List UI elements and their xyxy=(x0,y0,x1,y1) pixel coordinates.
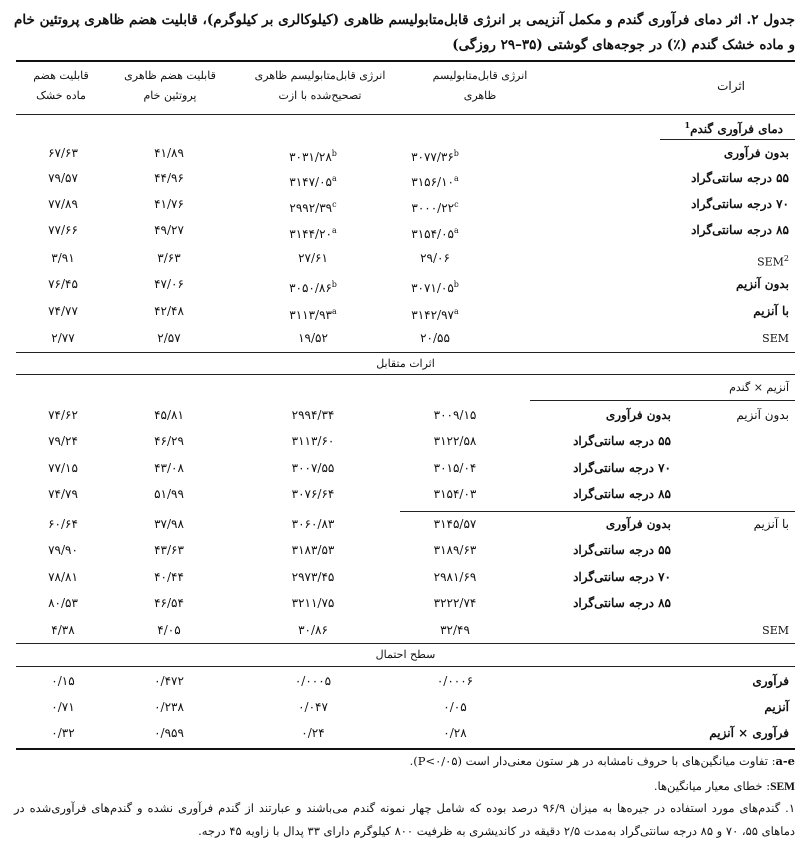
row-label: بدون فرآوری xyxy=(723,146,789,160)
cell-amen-value: ۳۰۷۶/۶۴ xyxy=(291,487,335,501)
cell-amen-superscript: a xyxy=(331,226,337,235)
row-label: ۸۵ درجه سانتی‌گراد xyxy=(691,223,789,237)
cell-cp xyxy=(114,487,224,502)
cell-ame-superscript: c xyxy=(454,200,459,209)
cell-ame xyxy=(400,461,510,476)
cell-amen xyxy=(258,146,368,165)
enzyme-x-wheat-label: آنزیم × گندم xyxy=(729,381,789,394)
header-cp xyxy=(110,66,230,106)
row-label: بدون فرآوری xyxy=(605,517,671,531)
cell-ame-value: ۳۱۵۴/۰۳ xyxy=(433,487,477,501)
cell-amen xyxy=(258,223,368,242)
cell-dm xyxy=(8,223,118,238)
interaction-section-label: اثرات متقابل xyxy=(376,357,435,370)
cell-ame xyxy=(380,197,490,216)
sem-enzyme-cp: ۲/۵۷ xyxy=(157,331,181,345)
cell-dm-value: ۷۷/۱۵ xyxy=(48,461,78,475)
cell-dm-value: ۷۴/۶۲ xyxy=(48,408,78,422)
header-dm xyxy=(16,66,106,106)
cell-dm xyxy=(8,487,118,502)
cell-amen-value: ۲۹۷۳/۴۵ xyxy=(291,570,335,584)
sem-enzyme-label: SEM xyxy=(762,332,789,345)
cell-cp xyxy=(114,408,224,423)
cell-amen xyxy=(258,408,368,423)
header-ame-line1: انرژی قابل‌متابولیسم xyxy=(432,69,528,82)
cell-dm-value: ۷۴/۷۹ xyxy=(48,487,78,501)
cell-dm-value: ۷۹/۲۴ xyxy=(48,434,78,448)
cell-amen xyxy=(258,517,368,532)
cell-cp-value: ۴۹/۲۷ xyxy=(154,223,184,237)
cell-cp xyxy=(114,543,224,558)
cell-dm xyxy=(8,461,118,476)
cell-cp-value: ۵۱/۹۹ xyxy=(154,487,184,501)
interaction-top-rule xyxy=(16,352,795,353)
sem-interaction-dm: ۴/۳۸ xyxy=(51,623,75,637)
cell-amen-value: ۳۲۱۱/۷۵ xyxy=(291,596,335,610)
cell-ame xyxy=(380,146,490,165)
row-label: ۵۵ درجه سانتی‌گراد xyxy=(573,434,671,448)
sem-interaction-ame: ۳۲/۴۹ xyxy=(440,623,470,637)
footnote-wheat-processing: ۱. گندم‌های مورد استفاده در جیره‌ها به میزان ۹۶/۹ درصد بوده که شامل چهار نمونه گندم می‌باشند و عبارتند از گندم فرآوری نشده و گندم‌های فرآوری‌شده در دماهای ۵۵، ۷۰ و ۸۵ درجه سانتی‌گراد به‌مدت ۲/۵ دقیقه در کاندیشری به ظرفیت ۸۰۰ کیلوگرم دارای ۳۳ پدال با زاویه ۴۵ درجه. xyxy=(14,801,795,838)
enzyme-x-wheat-rule xyxy=(530,400,795,401)
cell-cp xyxy=(114,434,224,449)
row-label: ۷۰ درجه سانتی‌گراد xyxy=(573,461,671,475)
cell-ame-value: ۳۲۲۲/۷۴ xyxy=(433,596,477,610)
cell-amen xyxy=(258,197,368,216)
cell-cp xyxy=(114,146,224,161)
cell-cp xyxy=(114,277,224,292)
cell-amen xyxy=(258,700,368,715)
row-label: ۸۵ درجه سانتی‌گراد xyxy=(573,487,671,501)
cell-ame xyxy=(400,434,510,449)
cell-amen-superscript: b xyxy=(331,280,337,289)
cell-ame-value: ۳۰۷۱/۰۵ xyxy=(411,281,454,295)
cell-amen-value: ۳۱۴۴/۲۰ xyxy=(289,227,332,241)
header-amen-line1: انرژی قابل‌متابولیسم ظاهری xyxy=(254,69,386,82)
cell-amen xyxy=(258,487,368,502)
probability-top-rule xyxy=(16,643,795,644)
cell-ame-value: ۰/۲۸ xyxy=(443,726,467,740)
cell-cp-value: ۴۳/۰۸ xyxy=(154,461,184,475)
cell-ame xyxy=(380,223,490,242)
cell-amen-value: ۰/۲۴ xyxy=(301,726,325,740)
cell-amen xyxy=(258,726,368,741)
cell-ame-superscript: b xyxy=(453,280,459,289)
cell-cp xyxy=(114,223,224,238)
cell-amen-value: ۲۹۹۲/۳۹ xyxy=(289,201,333,215)
header-bottom-rule xyxy=(16,114,795,115)
cell-dm xyxy=(8,674,118,689)
cell-cp-value: ۴۳/۶۳ xyxy=(154,543,184,557)
cell-amen-value: ۳۰۰۷/۵۵ xyxy=(291,461,335,475)
cell-cp-value: ۴۱/۷۶ xyxy=(154,197,184,211)
row-label: بدون فرآوری xyxy=(605,408,671,422)
cell-ame-value: ۰/۰۵ xyxy=(443,700,467,714)
cell-ame-value: ۳۱۴۵/۵۷ xyxy=(433,517,477,531)
cell-cp-value: ۴۰/۴۴ xyxy=(154,570,184,584)
cell-cp-value: ۳۷/۹۸ xyxy=(154,517,184,531)
cell-cp-value: ۴۲/۴۸ xyxy=(154,304,184,318)
cell-ame-value: ۰/۰۰۰۶ xyxy=(436,674,474,688)
cell-amen-value: ۰/۰۴۷ xyxy=(298,700,328,714)
cell-cp xyxy=(114,570,224,585)
cell-dm xyxy=(8,543,118,558)
cell-amen xyxy=(258,434,368,449)
cell-ame-value: ۳۱۵۶/۱۰ xyxy=(411,175,454,189)
cell-dm xyxy=(8,304,118,319)
cell-ame xyxy=(400,570,510,585)
footnote-sem: SEM: خطای معیار میانگین‌ها. xyxy=(653,779,795,793)
cell-ame xyxy=(400,726,510,741)
cell-ame xyxy=(400,596,510,611)
cell-dm xyxy=(8,146,118,161)
cell-dm xyxy=(8,517,118,532)
header-ame-line2: ظاهری xyxy=(463,89,497,102)
cell-dm-value: ۷۶/۴۵ xyxy=(48,277,78,291)
header-cp-line2: پروتئین خام xyxy=(143,89,197,102)
cell-amen xyxy=(258,304,368,323)
row-label: ۸۵ درجه سانتی‌گراد xyxy=(573,596,671,610)
cell-ame-superscript: a xyxy=(453,174,459,183)
cell-dm-value: ۰/۱۵ xyxy=(51,674,75,688)
cell-amen-value: ۳۰۳۱/۲۸ xyxy=(289,150,332,164)
header-amen-line2: تصحیح‌شده با ازت xyxy=(278,89,362,102)
sem-temp-dm: ۳/۹۱ xyxy=(51,251,75,265)
cell-dm-value: ۸۰/۵۳ xyxy=(48,596,78,610)
cell-cp xyxy=(114,197,224,212)
cell-ame xyxy=(380,304,490,323)
sem-temp-label: SEM$^2$ xyxy=(757,254,789,269)
cell-ame-superscript: a xyxy=(453,226,459,235)
cell-amen-value: ۳۱۴۷/۰۵ xyxy=(289,175,332,189)
cell-dm-value: ۷۹/۵۷ xyxy=(48,171,78,185)
cell-ame xyxy=(380,171,490,190)
cell-dm-value: ۷۸/۸۱ xyxy=(48,570,78,584)
table-title: جدول ۲. اثر دمای فرآوری گندم و مکمل آنزیمی بر انرژی قابل‌متابولیسم ظاهری (کیلوکالری بر کیلوگرم)، قابلیت هضم ظاهری پروتئین خام و ماده خشک گندم (٪) در جوجه‌های گوشتی (۳۵–۲۹ روزگی) xyxy=(14,12,795,53)
cell-cp-value: ۴۵/۸۱ xyxy=(154,408,184,422)
cell-dm-value: ۷۴/۷۷ xyxy=(48,304,78,318)
header-ame xyxy=(410,66,550,106)
row-label: ۷۰ درجه سانتی‌گراد xyxy=(691,197,789,211)
cell-dm xyxy=(8,277,118,292)
cell-cp-value: ۴۱/۸۹ xyxy=(154,146,184,160)
header-dm-line1: قابلیت هضم xyxy=(33,69,89,82)
cell-ame xyxy=(400,700,510,715)
temp-group-rule xyxy=(660,139,795,140)
row-label: با آنزیم xyxy=(753,304,789,318)
cell-amen xyxy=(258,674,368,689)
cell-ame-value: ۳۱۴۲/۹۷ xyxy=(411,308,454,322)
cell-amen-value: ۳۱۸۳/۵۳ xyxy=(291,543,335,557)
cell-cp-value: ۰/۲۳۸ xyxy=(154,700,184,714)
cell-dm xyxy=(8,700,118,715)
cell-amen-superscript: a xyxy=(331,307,337,316)
cell-cp-value: ۴۶/۲۹ xyxy=(154,434,184,448)
cell-cp xyxy=(114,700,224,715)
cell-ame xyxy=(400,517,510,532)
sem-interaction-amen: ۳۰/۸۶ xyxy=(298,623,328,637)
cell-cp xyxy=(114,726,224,741)
sem-enzyme-ame: ۲۰/۵۵ xyxy=(420,331,450,345)
cell-amen-value: ۳۰۶۰/۸۳ xyxy=(291,517,335,531)
cell-ame xyxy=(400,543,510,558)
cell-dm xyxy=(8,726,118,741)
table-top-rule xyxy=(16,60,795,62)
probability-section-label: سطح احتمال xyxy=(375,648,436,661)
cell-amen xyxy=(258,461,368,476)
sem-enzyme-dm: ۲/۷۷ xyxy=(51,331,75,345)
cell-cp xyxy=(114,674,224,689)
sem-interaction-cp: ۴/۰۵ xyxy=(157,623,181,637)
cell-amen-value: ۲۹۹۴/۳۴ xyxy=(291,408,335,422)
no-enzyme-group-label: بدون آنزیم xyxy=(736,408,789,422)
row-label: ۷۰ درجه سانتی‌گراد xyxy=(573,570,671,584)
cell-dm-value: ۰/۷۱ xyxy=(51,700,75,714)
probability-section-rule xyxy=(16,666,795,667)
interaction-section-rule xyxy=(16,374,795,375)
cell-amen-superscript: a xyxy=(331,174,337,183)
cell-ame xyxy=(400,487,510,502)
cell-dm xyxy=(8,570,118,585)
header-cp-line1: قابلیت هضم ظاهری xyxy=(124,69,216,82)
cell-cp-value: ۴۴/۹۶ xyxy=(154,171,184,185)
with-enzyme-rule xyxy=(400,511,795,512)
with-enzyme-group-label: با آنزیم xyxy=(753,517,789,531)
cell-ame-value: ۳۱۲۲/۵۸ xyxy=(433,434,477,448)
cell-amen xyxy=(258,596,368,611)
cell-amen-value: ۳۱۱۳/۹۳ xyxy=(289,308,332,322)
cell-ame-superscript: a xyxy=(453,307,459,316)
cell-amen-superscript: c xyxy=(332,200,337,209)
cell-cp xyxy=(114,171,224,186)
sem-interaction-label: SEM xyxy=(762,624,789,637)
sem-temp-amen: ۲۷/۶۱ xyxy=(298,251,328,265)
row-label: ۵۵ درجه سانتی‌گراد xyxy=(573,543,671,557)
cell-ame-value: ۳۰۱۵/۰۴ xyxy=(433,461,477,475)
sem-temp-cp: ۳/۶۳ xyxy=(157,251,181,265)
cell-cp-value: ۰/۴۷۲ xyxy=(154,674,184,688)
cell-dm xyxy=(8,408,118,423)
cell-dm-value: ۶۰/۶۴ xyxy=(48,517,78,531)
footnote-significance: a-e: تفاوت میانگین‌های با حروف نامشابه در هر ستون معنی‌دار است (P<۰/۰۵). xyxy=(409,754,795,768)
header-effects: اثرات xyxy=(717,79,745,93)
cell-cp-value: ۰/۹۵۹ xyxy=(154,726,184,740)
cell-dm xyxy=(8,197,118,212)
cell-amen-value: ۳۱۱۳/۶۰ xyxy=(291,434,335,448)
cell-cp xyxy=(114,596,224,611)
cell-dm-value: ۷۷/۸۹ xyxy=(48,197,78,211)
row-label: فرآوری xyxy=(752,674,789,688)
row-label: فرآوری × آنزیم xyxy=(709,726,789,740)
cell-ame-value: ۳۱۸۹/۶۳ xyxy=(433,543,477,557)
cell-ame-superscript: b xyxy=(453,149,459,158)
header-dm-line2: ماده خشک xyxy=(36,89,86,102)
row-label: آنزیم xyxy=(764,700,789,714)
cell-amen xyxy=(258,277,368,296)
cell-dm-value: ۶۷/۶۳ xyxy=(48,146,78,160)
cell-dm xyxy=(8,434,118,449)
cell-ame-value: ۲۹۸۱/۶۹ xyxy=(433,570,477,584)
cell-dm-value: ۷۹/۹۰ xyxy=(48,543,78,557)
sem-enzyme-amen: ۱۹/۵۲ xyxy=(298,331,328,345)
row-label: بدون آنزیم xyxy=(735,277,789,291)
cell-dm xyxy=(8,596,118,611)
cell-cp xyxy=(114,517,224,532)
cell-ame-value: ۳۰۰۰/۲۲ xyxy=(411,201,455,215)
cell-ame-value: ۳۰۷۷/۳۶ xyxy=(411,150,454,164)
cell-ame-value: ۳۱۵۴/۰۵ xyxy=(411,227,454,241)
cell-dm-value: ۷۷/۶۶ xyxy=(48,223,78,237)
header-amen xyxy=(240,66,400,106)
row-label: ۵۵ درجه سانتی‌گراد xyxy=(691,171,789,185)
cell-amen xyxy=(258,543,368,558)
cell-amen-superscript: b xyxy=(331,149,337,158)
cell-cp-value: ۴۷/۰۶ xyxy=(154,277,184,291)
cell-cp xyxy=(114,304,224,319)
cell-amen-value: ۰/۰۰۰۵ xyxy=(294,674,332,688)
cell-amen xyxy=(258,570,368,585)
cell-dm xyxy=(8,171,118,186)
cell-ame xyxy=(380,277,490,296)
cell-ame-value: ۳۰۰۹/۱۵ xyxy=(433,408,477,422)
sem-temp-ame: ۲۹/۰۶ xyxy=(420,251,450,265)
cell-cp xyxy=(114,461,224,476)
cell-cp-value: ۴۶/۵۴ xyxy=(154,596,184,610)
temp-group-label: دمای فرآوری گندم$^1$ xyxy=(684,120,783,136)
cell-ame xyxy=(400,408,510,423)
cell-amen-value: ۳۰۵۰/۸۶ xyxy=(289,281,332,295)
cell-dm-value: ۰/۳۲ xyxy=(51,726,75,740)
cell-amen xyxy=(258,171,368,190)
cell-ame xyxy=(400,674,510,689)
